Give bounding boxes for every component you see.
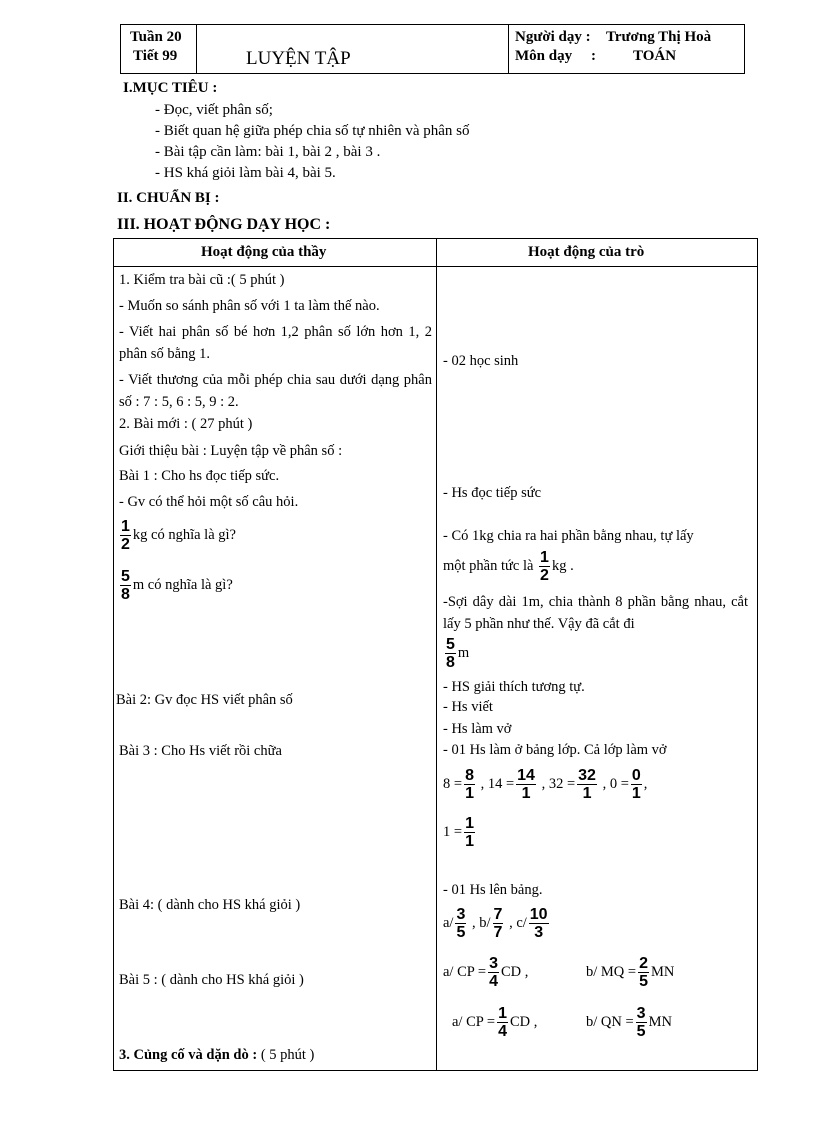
student-text: - 02 học sinh [443, 353, 519, 369]
page-title: LUYỆN TẬP [246, 48, 351, 69]
teacher-closing: 3. Củng cố và dặn dò : ( 5 phút ) [119, 1047, 315, 1063]
fraction: $\frac{0}{1}$ [631, 767, 641, 802]
activities-heading: III. HOẠT ĐỘNG DẠY HỌC : [117, 216, 331, 233]
teacher-bai2: Bài 2: Gv đọc HS viết phân số [116, 692, 293, 708]
bai3-equations-row1: 8 = $\frac{8}{1}$ , 14 = $\frac{14}{1}$ , 32 = $\frac{32}{1}$ , 0 = $\frac{0}{1}$ , [443, 767, 648, 802]
fraction: $\frac{5}{8}$ [446, 636, 455, 671]
student-text: - 01 Hs làm ở bảng lớp. Cả lớp làm vở [443, 742, 667, 758]
prep-heading: II. CHUẨN BỊ : [117, 190, 220, 206]
objective-item: - Biết quan hệ giữa phép chia số tự nhiên và phân số [155, 123, 470, 139]
bai5-answer-b: b/ MQ = $\frac{2}{5}$ MN [586, 955, 675, 990]
teacher-text: - Muốn so sánh phân số với 1 ta làm thế nào. [119, 298, 380, 314]
fraction: $\frac{3}{5}$ [456, 906, 466, 941]
fraction: $\frac{14}{1}$ [517, 767, 535, 802]
fraction: $\frac{10}{3}$ [529, 906, 548, 941]
teacher-text: 1. Kiểm tra bài cũ :( 5 phút ) [119, 272, 285, 288]
bai4-answers: a/ $\frac{3}{5}$ , b/ $\frac{7}{7}$ , c/ $\frac{10}{3}$ [443, 906, 548, 941]
teacher-bai5: Bài 5 : ( dành cho HS khá giỏi ) [119, 972, 304, 988]
objective-item: - Bài tập cần làm: bài 1, bài 2 , bài 3 . [155, 144, 381, 160]
column-header-student: Hoạt động của trò [528, 244, 645, 260]
week-label: Tuần 20 [130, 29, 182, 45]
lesson-label: Tiết 99 [133, 48, 178, 64]
fraction: $\frac{2}{5}$ [639, 955, 648, 990]
fraction: $\frac{5}{8}$ [121, 568, 130, 603]
teacher-name: Trương Thị Hoà [606, 29, 712, 45]
bai5-answer-a: a/ CP = $\frac{3}{4}$ CD , [443, 955, 529, 990]
teacher-text: Giới thiệu bài : Luyện tập về phân số : [119, 443, 343, 459]
subject-name: TOÁN [633, 48, 677, 64]
student-text: - Hs làm vở [443, 721, 512, 737]
student-text: - Có 1kg chia ra hai phần bằng nhau, tự lấy [443, 528, 694, 544]
student-text: -Sợi dây dài 1m, chia thành 8 phần bằng nhau, cắt lấy 5 phần như thế. Vậy đã cắt đi [443, 594, 748, 632]
bai3-equations-row2: 1 = $\frac{1}{1}$ [443, 815, 474, 850]
teacher-text: - Viết hai phân số bé hơn 1,2 phân số lớn hơn 1, 2 phân số bằng 1. [119, 324, 432, 362]
question-half-kg: $\frac{1}{2}$ kg có nghĩa là gì? [121, 518, 236, 553]
teacher-text: - Gv có thể hỏi một số câu hỏi. [119, 494, 299, 510]
subject-colon: : [591, 48, 596, 64]
question-five-eighths-m: $\frac{5}{8}$ m có nghĩa là gì? [121, 568, 233, 603]
student-text: - HS giải thích tương tự. [443, 679, 585, 695]
column-header-teacher: Hoạt động của thầy [201, 244, 327, 260]
bai5-answer-d: b/ QN = $\frac{3}{5}$ MN [586, 1005, 672, 1040]
table-column-divider [436, 238, 437, 1070]
objective-item: - HS khá giỏi làm bài 4, bài 5. [155, 165, 336, 181]
fraction: $\frac{3}{4}$ [489, 955, 498, 990]
fraction: $\frac{1}{2}$ [540, 549, 549, 584]
fraction: $\frac{32}{1}$ [578, 767, 596, 802]
student-text: - Hs viết [443, 699, 493, 715]
teacher-bai4: Bài 4: ( dành cho HS khá giỏi ) [119, 897, 301, 913]
bai5-answer-c: a/ CP = $\frac{1}{4}$ CD , [452, 1005, 538, 1040]
teacher-label: Người dạy : [515, 29, 591, 45]
fraction: $\frac{3}{5}$ [636, 1005, 646, 1040]
student-text: - Hs đọc tiếp sức [443, 485, 542, 501]
objectives-heading: I.MỤC TIÊU : [123, 80, 218, 96]
objective-item: - Đọc, viết phân số; [155, 102, 273, 118]
table-header-divider [113, 266, 757, 267]
fraction: $\frac{1}{1}$ [465, 815, 474, 850]
header-divider-right [508, 24, 509, 73]
student-five-eighths-m: $\frac{5}{8}$ m [446, 636, 470, 671]
student-half-kg: một phần tức là $\frac{1}{2}$ kg . [443, 549, 574, 584]
header-divider-left [196, 24, 197, 73]
teacher-text: Bài 1 : Cho hs đọc tiếp sức. [119, 468, 280, 484]
fraction: $\frac{1}{2}$ [121, 518, 130, 553]
teacher-text: 2. Bài mới : ( 27 phút ) [119, 416, 253, 432]
teacher-bai3: Bài 3 : Cho Hs viết rồi chữa [119, 743, 282, 759]
fraction: $\frac{7}{7}$ [493, 906, 503, 941]
fraction: $\frac{8}{1}$ [465, 767, 474, 802]
subject-label: Môn dạy [515, 48, 573, 64]
student-text: - 01 Hs lên bảng. [443, 882, 543, 898]
fraction: $\frac{1}{4}$ [498, 1005, 507, 1040]
teacher-text: - Viết thương của mỗi phép chia sau dưới dạng phân số : 7 : 5, 6 : 5, 9 : 2. [119, 372, 432, 410]
